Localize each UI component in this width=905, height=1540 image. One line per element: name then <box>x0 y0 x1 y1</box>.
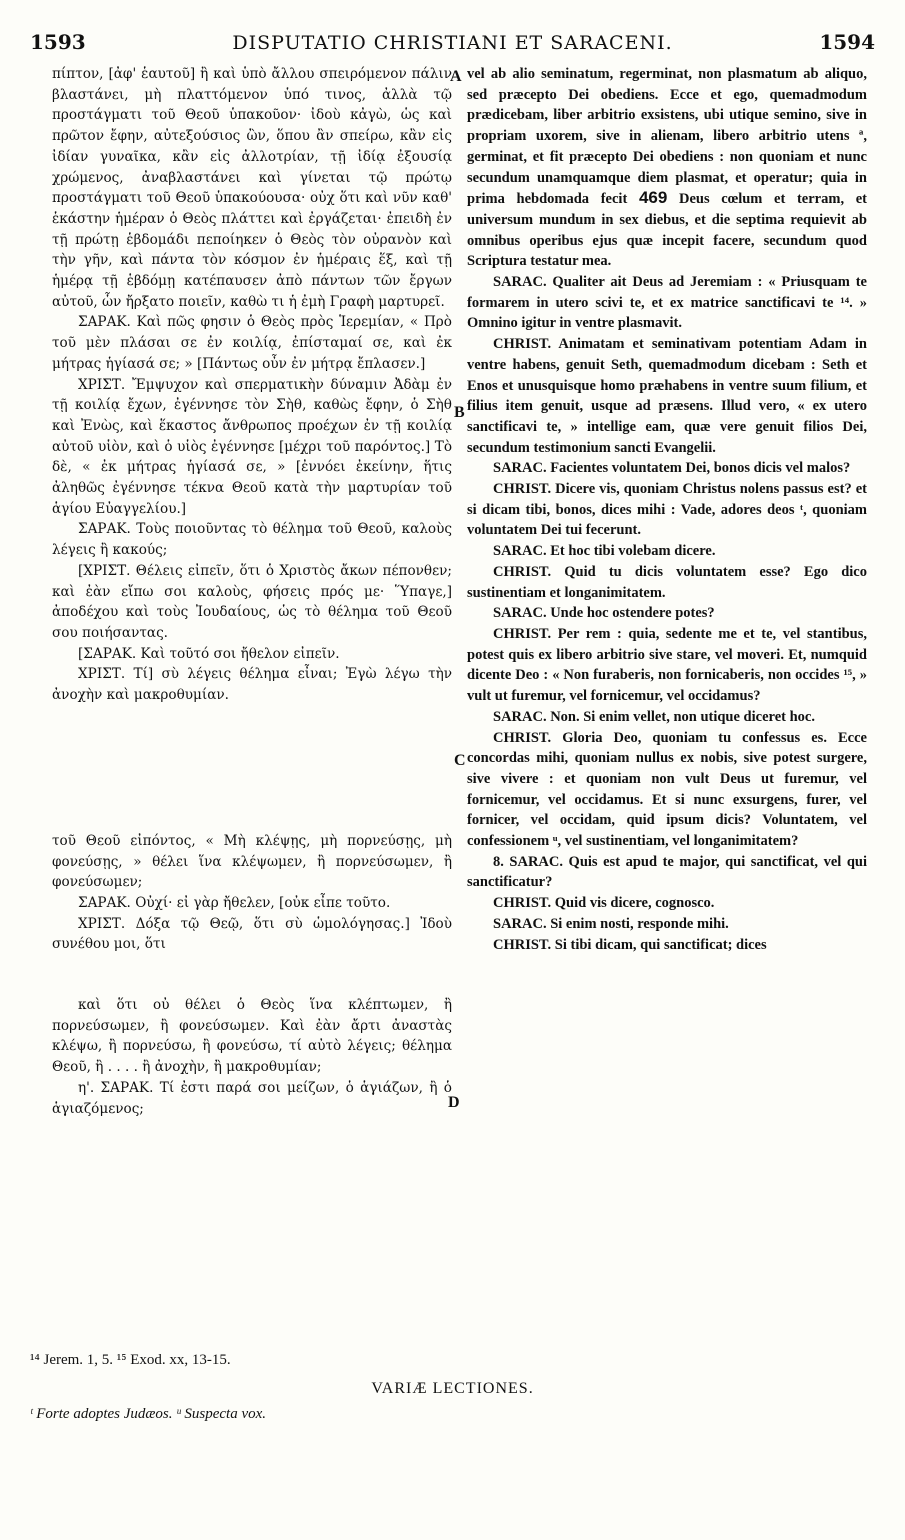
latin-paragraph: CHRIST. Animatam et seminativam potentiam Adam in ventre habens, genuit Seth, quemadmodum dicebam : Seth et Enos et unusquisque homo præhabens in ventre suum filium, et filius item genuit, usque ad præsens. Illud vero, « ex utero sanctificavi te, » intellige eam, quæ vere genuit filios Dei, secundum testimonium sancti Evangelii. <box>467 336 867 456</box>
latin-paragraph: 8. SARAC. Quis est apud te major, qui sanctificat, vel qui sanctificatur? <box>467 853 867 891</box>
latin-paragraph: SARAC. Unde hoc ostendere potes? <box>493 605 715 622</box>
greek-paragraph: [ΧΡΙΣΤ. Θέλεις εἰπεῖν, ὅτι ὁ Χριστὸς ἄκων πέπονθεν; καὶ ἐὰν εἴπω σοι καλοὺς, φήσεις πρός με· Ὕπαγε,] ἀποδέχου καὶ τοὺς Ἰουδαίους, ὡς τὸ θέλημα τοῦ Θεοῦ σου ποιήσαντας. <box>52 562 452 641</box>
latin-paragraph: CHRIST. Gloria Deo, quoniam tu confessus es. Ecce concordas mihi, quoniam nullus ex nobis, sive potest surgere, sive vivere : et quoniam non vult Deus ut furemur, vel fornicemur, vel occidamus. Et si nunc exsurgens, furer, vel fornicer, vel occidam, quid ipsum dicis? Voluntatem, vel confessionem ᵘ, vel sustinentiam, vel longanimitatem? <box>467 729 867 850</box>
greek-paragraph: ΧΡΙΣΤ. Ἔμψυχον καὶ σπερματικὴν δύναμιν Ἀδὰμ ἐν τῇ κοιλίᾳ ἔχων, ἐγέννησε τὸν Σὴθ, καθὼς ἔφην, ὁ Σὴθ καὶ Ἐνὼς, καὶ ἕκαστος ἄνθρωπος προέχων ἐν τῇ κοιλίᾳ αὐτοῦ υἱὸν, καὶ ὁ υἱὸς ἐγέννησε [μέχρι τοῦ παρόντος.] Τὸ δὲ, « ἐκ μήτρας ἡγίασά σε, » [ἐννόει ἐκείνην, ἥτις ἀληθῶς ἐγέννησε τέκνα Θεοῦ κατὰ τὴν μαρτυρίαν τοῦ ἁγίου Εὐαγγελίου.] <box>52 376 452 517</box>
margin-mark-b: B <box>454 404 465 421</box>
latin-paragraph: SARAC. Qualiter ait Deus ad Jeremiam : « Priusquam te formarem in utero scivi te, et ex matrice sanctificavi te ¹⁴. » Omnino igitur in ventre plasmavit. <box>467 274 867 332</box>
latin-paragraph: CHRIST. Si tibi dicam, qui sanctificat; dices <box>493 936 767 953</box>
greek-paragraph: [ΣΑΡΑΚ. Καὶ τοῦτό σοι ἤθελον εἰπεῖν. <box>78 645 340 662</box>
latin-paragraph: SARAC. Si enim nosti, responde mihi. <box>493 915 729 932</box>
latin-paragraph: CHRIST. Quid vis dicere, cognosco. <box>493 895 715 912</box>
greek-paragraph: ΧΡΙΣΤ. Τί] σὺ λέγεις θέλημα εἶναι; Ἐγὼ λέγω τὴν ἀνοχὴν καὶ μακροθυμίαν. <box>52 666 452 704</box>
lacuna-gap <box>52 955 452 995</box>
latin-paragraph: SARAC. Non. Si enim vellet, non utique diceret hoc. <box>493 708 815 725</box>
footnote-references: ¹⁴ Jerem. 1, 5. ¹⁵ Exod. xx, 13-15. <box>30 1352 231 1368</box>
latin-paragraph: SARAC. Et hoc tibi volebam dicere. <box>493 543 716 560</box>
greek-paragraph: ΣΑΡΑΚ. Οὐχί· εἰ γὰρ ἤθελεν, [οὐκ εἶπε τοῦτο. <box>78 894 391 911</box>
greek-paragraph: καὶ ὅτι οὐ θέλει ὁ Θεὸς ἵνα κλέπτωμεν, ἢ πορνεύσωμεν, ἢ φονεύσωμεν. Καὶ ἐὰν ἄρτι ἀναστὰς κλέψω, ἢ πορνεύσω, ἢ φονεύσω, τί αὐτὸ λέγεις; θέλημα Θεοῦ, ἢ . . . . ἢ ἀνοχὴν, ἢ μακροθυμίαν; <box>52 997 452 1076</box>
greek-column <box>52 64 452 1119</box>
latin-paragraph: vel ab alio seminatum, regerminat, non plasmatum ab aliquo, sed præcepto Dei obediens. Ecce et ego, quemadmodum prædicebam, liber arbitrio exsistens, ubi utique semino, sive in propriam uxorem, sive in alienam, libero arbitrio utens ª, germinat, et fit præcepto Dei obediens : non quoniam et nunc secundum unamquamque diem plasmat, et operatur; quia in prima hebdomada fecit 469 Deus cœlum et terram, et universum mundum in sex diebus, et die septima requievit ab omnibus operibus ejus quæ incepit facere, secundum quod Scriptura testatur mea. <box>467 66 867 270</box>
greek-paragraph: η'. ΣΑΡΑΚ. Τί ἐστι παρά σοι μείζων, ὁ ἁγιάζων, ἢ ὁ ἁγιαζόμενος; <box>52 1079 452 1117</box>
latin-column <box>467 64 867 955</box>
page-header <box>30 30 875 60</box>
margin-mark-d: D <box>448 1094 460 1111</box>
running-title: DISPUTATIO CHRISTIANI ET SARACENI. <box>232 32 673 54</box>
page-number-right: 1594 <box>819 30 875 54</box>
latin-paragraph: CHRIST. Quid tu dicis voluntatem esse? Ego dico sustinentiam et longanimitatem. <box>467 563 867 601</box>
greek-paragraph: ΣΑΡΑΚ. Καὶ πῶς φησιν ὁ Θεὸς πρὸς Ἱερεμίαν, « Πρὸ τοῦ μὲν πλάσαι σε ἐν κοιλίᾳ, ἐπίσταμαί σε, καὶ ἐκ μήτρας ἡγίασά σε; » [Πάντως οὖν ἐν μήτρᾳ ἔπλασεν.] <box>52 314 452 372</box>
margin-mark-a: A <box>450 68 462 85</box>
latin-paragraph: SARAC. Facientes voluntatem Dei, bonos dicis vel malos? <box>493 460 851 477</box>
variae-lectiones-heading: VARIÆ LECTIONES. <box>371 1380 534 1397</box>
footnote-variants: ᵗ Forte adoptes Judæos. ᵘ Suspecta vox. <box>30 1406 267 1422</box>
greek-paragraph: πίπτον, [ἀφ' ἑαυτοῦ] ἢ καὶ ὑπὸ ἄλλου σπειρόμενον πάλιν βλαστάνει, μὴ πλαττόμενον ὑπό τινος, ἀλλὰ τῷ προστάγματι τοῦ Θεοῦ ὑπακοῦον· ἰδοὺ κἀγὼ, ὡς καὶ πρῶτον ἔφην, αὐτεξούσιος ὢν, ὅπου ἂν σπείρω, κἂν εἰς ἰδίαν γυναῖκα, κἂν εἰς ἀλλοτρίαν, τῇ ἰδίᾳ ἐξουσίᾳ χρώμενος, ἀναβλαστάνει καὶ γίνεται τῷ πρώτῳ προστάγματι τοῦ Θεοῦ ὑπακούουσα· οὐχ ὅτι καὶ νῦν καθ' ἑκάστην ἡμέραν ὁ Θεὸς πλάττει καὶ ἐργάζεται· ἐπειδὴ ἐν τῇ πρώτῃ ἑβδομάδι πεποίηκεν ὁ Θεὸς τὸν οὐρανὸν καὶ τὴν γῆν, καὶ πάντα τὸν κόσμον ἐν ἡμέραις ἕξ, καὶ τῇ ἡμέρᾳ τῇ ἑβδόμῃ κατέπαυσεν ἀπὸ πάντων τῶν ἔργων αὐτοῦ, ὧν ἤρξατο ποιεῖν, καθὼ τι ἡ ἐμὴ Γραφὴ μαρτυρεῖ. <box>52 66 452 310</box>
column-number: 469 <box>638 188 668 208</box>
latin-paragraph: CHRIST. Per rem : quia, sedente me et te, vel stantibus, potest quis ex libero arbitrio sive stare, vel moveri. Et, numquid dicente Deo : « Non furaberis, non fornicaberis, non occides ¹⁵, » vult ut furemur, vel fornicemur, vel occidamus? <box>467 625 867 705</box>
greek-paragraph: τοῦ Θεοῦ εἰπόντος, « Μὴ κλέψῃς, μὴ πορνεύσῃς, μὴ φονεύσῃς, » θέλει ἵνα κλέψωμεν, ἢ πορνεύσωμεν, ἢ φονεύσωμεν; <box>52 832 452 891</box>
latin-paragraph: CHRIST. Dicere vis, quoniam Christus nolens passus est? et si dicam tibi, bonos, dices mihi : Vade, adores deos ᵗ, quoniam voluntatem Dei tui fecerunt. <box>467 481 867 539</box>
greek-paragraph: ΣΑΡΑΚ. Τοὺς ποιοῦντας τὸ θέλημα τοῦ Θεοῦ, καλοὺς λέγεις ἢ κακούς; <box>52 521 452 559</box>
lacuna-gap <box>52 706 452 831</box>
margin-mark-c: C <box>454 752 466 769</box>
greek-paragraph: ΧΡΙΣΤ. Δόξα τῷ Θεῷ, ὅτι σὺ ὡμολόγησας.] Ἰδοὺ συνέθου μοι, ὅτι <box>52 915 452 953</box>
page-number-left: 1593 <box>30 30 86 54</box>
